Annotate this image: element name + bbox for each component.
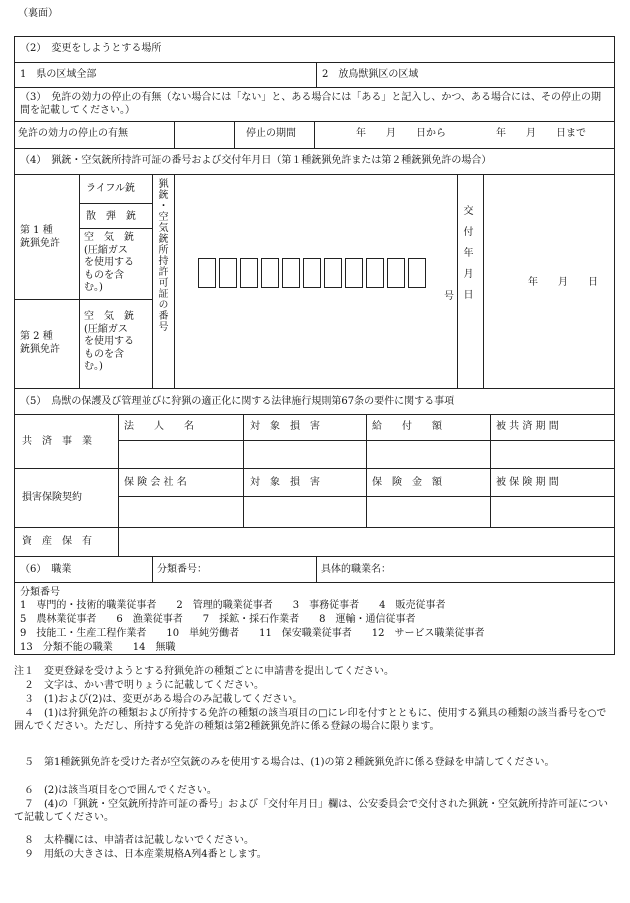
note-item: ２ 文字は、かい書で明りょうに記載してください。 [14,680,264,691]
insurance-label: 損害保険契約 [22,492,82,503]
airgun-option-second[interactable]: 空 気 銃 (圧縮ガス を使用する ものを含 む。) [84,311,134,372]
sec5-title: （5） 鳥獣の保護及び管理並びに狩猟の適正化に関する法律施行規則第67条の要件に関する事項 [20,396,455,407]
issue-date-value[interactable]: 年 月 日 [528,277,598,288]
class-list-row: 5 農林業従事者 6 漁業従事者 7 採鉱・採石作業者 8 運輸・通信従事者 [20,614,416,625]
note-item: ３ (1)および(2)は、変更がある場合のみ記載してください。 [14,694,303,705]
issue-date-label: 交付年月日 [461,205,472,310]
note-item: ７ (4)の「猟銃・空気銃所持許可証の番号」および「交付年月日」欄は、公安委員会で交付された猟銃・空気銃所持許可証について記載してください。 [14,799,608,823]
sec3-stop-label: 免許の効力の停止の有無 [18,128,128,139]
mutual-header-period: 被 共 済 期 間 [496,421,559,432]
mutual-header-corp: 法 人 名 [124,421,194,432]
assets-label: 資 産 保 有 [22,536,92,547]
sec2-title: （2） 変更をしようとする場所 [20,43,162,54]
note-item: ６ (2)は該当項目を○で囲んでください。 [14,785,217,796]
sec3-title: （3） 免許の効力の停止の有無（ない場合には「ない」と、ある場合には「ある」と記入し、かつ、ある場合には、その停止の期間を記載してください。） [20,92,601,116]
mutual-aid-label: 共 済 事 業 [22,436,92,447]
number-suffix: 号 [444,291,454,302]
shotgun-option[interactable]: 散 弾 銃 [86,211,136,222]
assets-input[interactable] [119,528,615,555]
page-label: （裏面） [18,8,58,19]
permit-number-label: 猟銃・空気銃所持許可証の番号 [156,178,167,332]
sec2-option-prefecture[interactable]: 1 県の区域全部 [20,69,97,80]
first-type-license: 第 1 種 銃猟免許 [20,225,60,249]
sec4-title: （4） 猟銃・空気銃所持許可証の番号および交付年月日（第１種銃猟免許または第２種銃猟免許の場合） [20,155,492,166]
class-list-row: 1 専門的・技術的職業従事者 2 管理的職業従事者 3 事務従事者 4 販売従事者 [20,600,446,611]
insurance-header-damage: 対 象 損 害 [250,477,320,488]
airgun-option-first[interactable]: 空 気 銃 (圧縮ガス を使用する ものを含 む。) [84,232,134,293]
mutual-header-damage: 対 象 損 害 [250,421,320,432]
sec3-date-to[interactable]: 年 月 日まで [496,128,586,139]
class-list-row: 13 分類不能の職業 14 無職 [20,642,176,653]
mutual-header-benefit: 給 付 額 [372,421,442,432]
insurance-row[interactable] [119,497,615,526]
note-item: ４ (1)は狩猟免許の種類および所持する免許の種類の該当項目の□にレ印を付すとともに、使用する猟具の種類の該当番号を○で囲んでください。ただし、所持する免許の種類は第2種銃猟免許に係る登録の場合に限ります。 [14,708,607,732]
sec6-title: （6） 職業 [20,564,72,575]
note-item: ８ 太枠欄には、申請者は記載しないでください。 [14,835,254,846]
note-item: ９ 用紙の大きさは、日本産業規格A列4番とします。 [14,849,267,860]
sec3-period-label: 停止の期間 [246,128,296,139]
note-item: 注１ 変更登録を受けようとする狩猟免許の種類ごとに申請書を提出してください。 [14,666,394,677]
rifle-option[interactable]: ライフル銃 [86,183,135,194]
class-list-title: 分類番号 [20,587,60,598]
second-type-license: 第 2 種 銃猟免許 [20,331,60,355]
class-number-field[interactable]: 分類番号： [157,564,207,575]
class-list-row: 9 技能工・生産工程作業者 10 単純労働者 11 保安職業従事者 12 サービス職業従事者 [20,628,485,639]
mutual-aid-row[interactable] [119,441,615,468]
note-item: ５ 第1種銃猟免許を受けた者が空気銃のみを使用する場合は、(1)の第２種銃猟免許に係る登録を申請してください。 [14,757,555,768]
job-name-field[interactable]: 具体的職業名： [321,564,391,575]
sec2-option-hunting-area[interactable]: 2 放鳥獣猟区の区域 [322,69,419,80]
insurance-header-amount: 保 険 金 額 [372,477,442,488]
insurance-header-period: 被 保 険 期 間 [496,477,559,488]
insurance-header-company: 保 険 会 社 名 [124,477,187,488]
sec3-date-from[interactable]: 年 月 日から [356,128,446,139]
sec3-stop-input[interactable] [175,122,234,147]
